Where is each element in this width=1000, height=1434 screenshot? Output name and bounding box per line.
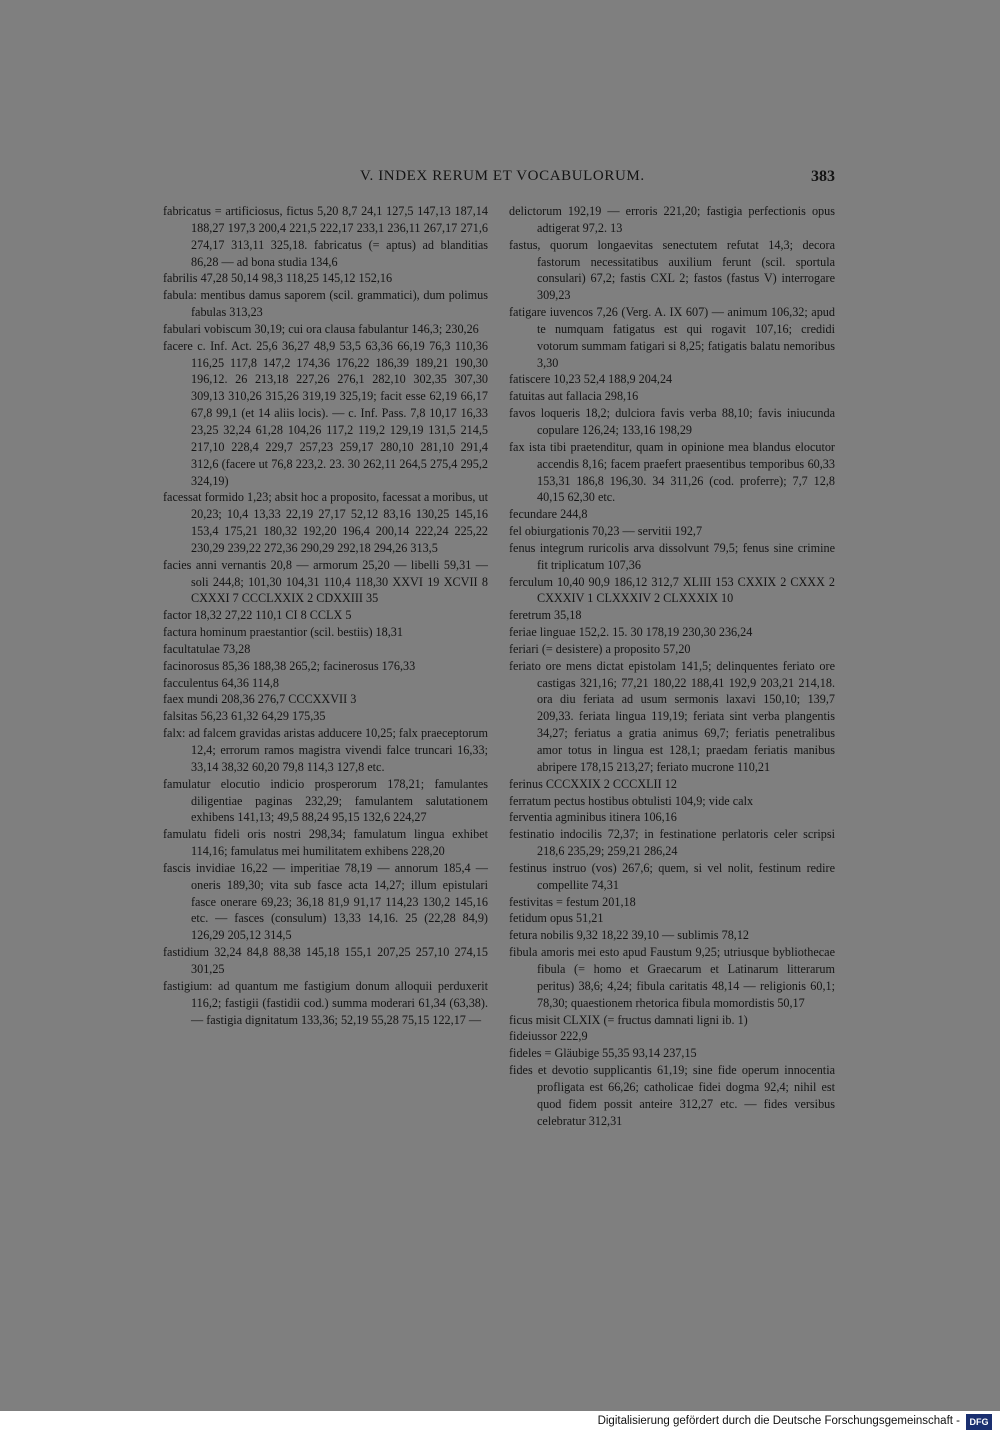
- index-entry: fascis invidiae 16,22 — imperitiae 78,19 — annorum 185,4 — oneris 189,30; vita sub fasce acta 14,27; illum epistulari fasce onerare 69,23; 36,18 81,9 91,17 114,23 130,2 145,16 etc. — fasces (consulum) 13,33 14,16. 25 (22,28 84,9) 126,29 205,12 314,5: [163, 860, 488, 943]
- index-entry: fetura nobilis 9,32 18,22 39,10 — sublimis 78,12: [509, 928, 750, 943]
- footer-bar: [0, 1411, 1000, 1434]
- index-entry: fetidum opus 51,21: [509, 911, 604, 926]
- index-entry: feriato ore mens dictat epistolam 141,5; delinquentes feriato ore castigas 321,16; 77,21 180,22 188,41 192,9 203,21 214,18. ora diu feriata ad usum sermonis laxavi 150,10; 139,7 209,33. feriata lingua 119,19; feriata sint verba plangentis 34,27; feriatus a gratia animus 69,7; feriatis penetralibus amor totus in lingua est 128,1; praedam feriatis manibus abripere 178,15 213,27; feriato mucrone 110,21: [509, 658, 835, 774]
- index-entry: fides et devotio supplicantis 61,19; sine fide operum innocentia profligata est 66,26; catholicae fidei dogma 92,4; nihil est quod fidem possit anteire 312,27 etc. — fides versibus celebratur 312,31: [509, 1063, 835, 1128]
- index-entry: fastus, quorum longaevitas senectutem refutat 14,3; decora fastorum necessitatibus auxilium ferunt (scil. sportula consulari) 67,2; fastis CXL 2; fastos (fastus V) interrogare 309,23: [509, 237, 835, 303]
- index-entry: fecundare 244,8: [509, 507, 588, 522]
- index-entry: fabulari vobiscum 30,19; cui ora clausa fabulantur 146,3; 230,26: [163, 321, 479, 336]
- index-entry: favos loqueris 18,2; dulciora favis verba 88,10; favis iniucunda copulare 126,24; 133,16 198,29: [509, 406, 835, 437]
- index-entry: factor 18,32 27,22 110,1 CI 8 CCLX 5: [163, 608, 352, 623]
- index-entry: fenus integrum ruricolis arva dissolvunt 79,5; fenus sine crimine fit triplicatum 107,36: [509, 540, 835, 572]
- running-header: [360, 168, 835, 190]
- index-entry: falsitas 56,23 61,32 64,29 175,35: [163, 709, 326, 724]
- index-entry: fatuitas aut fallacia 298,16: [509, 389, 639, 404]
- index-entry: factura hominum praestantior (scil. bestiis) 18,31: [163, 625, 403, 640]
- index-entry: fax ista tibi praetenditur, quam in opinione mea blandus elocutor accendis 8,16; facem praefert praesentibus temporibus 60,33 153,31 186,8 196,30. 34 311,26 (cod. proferre); 7,7 12,8 40,15 62,30 etc.: [509, 439, 835, 505]
- left-column: [163, 203, 488, 1028]
- page-number: 383: [811, 168, 835, 185]
- index-entry: delictorum 192,19 — erroris 221,20; fastigia perfectionis opus adtigerat 97,2. 13: [509, 204, 835, 235]
- index-entry: fideles = Gläubige 55,35 93,14 237,15: [509, 1046, 697, 1061]
- index-entry: ferratum pectus hostibus obtulisti 104,9; vide calx: [509, 793, 754, 808]
- index-entry: fabula: mentibus damus saporem (scil. grammatici), dum polimus fabulas 313,23: [163, 288, 488, 320]
- index-entry: facere c. Inf. Act. 25,6 36,27 48,9 53,5 63,36 66,19 76,3 110,36 116,25 117,8 147,2 174,36 176,22 186,39 189,21 190,30 196,12. 26 213,18 227,26 276,1 282,10 302,35 307,30 309,13 310,26 315,26 319,19 325,19; facit esse 62,19 66,17 67,8 99,1 (et 14 aliis locis). — c. Inf. Pass. 7,8 10,17 16,33 23,25 32,24 61,28 104,26 117,2 119,2 129,19 131,5 214,5 217,10 228,4 229,7 257,23 259,17 280,10 281,10 291,4 312,6 (facere ut 76,8 223,2. 23. 30 262,11 264,5 275,4 295,2 324,19): [163, 338, 488, 488]
- index-entry: fabricatus = artificiosus, fictus 5,20 8,7 24,1 127,5 147,13 187,14 188,27 197,3 200,4 221,5 222,17 233,1 236,11 267,17 271,6 274,17 313,11 325,18. fabricatus (= aptus) ad blanditias 86,28 — ad bona studia 134,6: [163, 204, 488, 269]
- index-entry: fastidium 32,24 84,8 88,38 145,18 155,1 207,25 257,10 274,15 301,25: [163, 945, 488, 976]
- index-entry: fideiussor 222,9: [509, 1029, 588, 1044]
- index-entry: facessat formido 1,23; absit hoc a proposito, facessat a moribus, ut 20,23; 10,4 13,33 22,19 27,17 52,12 83,16 130,25 145,16 153,4 175,21 180,32 192,20 196,4 200,14 222,24 225,22 230,29 239,22 272,36 290,29 292,18 294,26 313,5: [163, 490, 488, 555]
- index-entry: ficus misit CLXIX (= fructus damnati ligni ib. 1): [509, 1012, 748, 1027]
- funding-credit: Digitalisierung gefördert durch die Deutsche Forschungsgemeinschaft -: [597, 1415, 960, 1427]
- running-title: V. INDEX RERUM ET VOCABULORUM.: [360, 168, 645, 184]
- index-entry: ferculum 10,40 90,9 186,12 312,7 XLIII 153 CXXIX 2 CXXX 2 CXXXIV 1 CLXXXIV 2 CLXXXIX 10: [509, 574, 835, 606]
- index-entry: fatigare iuvencos 7,26 (Verg. A. IX 607) — animum 106,32; apud te numquam fatigatus est qui rogavit 107,16; credidi votorum summam fatigari si 8,25; fatigatis balatu nemoribus 3,30: [509, 305, 835, 370]
- index-entry: feriari (= desistere) a proposito 57,20: [509, 641, 691, 656]
- index-entry: fel obiurgationis 70,23 — servitii 192,7: [509, 524, 703, 539]
- index-entry: fastigium: ad quantum me fastigium donum alloquii perduxerit 116,2; fastigii (fastidii cod.) summa moderari 61,34 (63,38). — fastigia dignitatum 133,36; 52,19 55,28 75,15 122,17 —: [163, 978, 488, 1027]
- index-entry: ferventia agminibus itinera 106,16: [509, 810, 677, 825]
- index-entry: fabrilis 47,28 50,14 98,3 118,25 145,12 152,16: [163, 271, 393, 286]
- index-entry: facies anni vernantis 20,8 — armorum 25,20 — libelli 59,31 — soli 244,8; 101,30 104,31 110,4 118,30 XXVI 19 XCVII 8 CXXXI 7 CCCLXXIX 2 CDXXIII 35: [163, 557, 488, 606]
- right-column: [509, 203, 835, 1129]
- index-entry: feriae linguae 152,2. 15. 30 178,19 230,30 236,24: [509, 625, 753, 640]
- index-entry: falx: ad falcem gravidas aristas adducere 10,25; falx praeceptorum 12,4; errorum ramos magistra vivendi falce truncari 16,33; 33,14 38,32 60,20 79,8 114,3 127,8 etc.: [163, 726, 488, 774]
- index-entry: festivitas = festum 201,18: [509, 894, 636, 909]
- index-entry: fibula amoris mei esto apud Faustum 9,25; utriusque bybliothecae fibula (= homo et Graecarum et Latinarum litterarum peritus) 38,6; 4,24; fibula caritatis 48,14 — religionis 60,1; 78,30; quaestionem rhetorica fibula momordistis 50,17: [509, 945, 835, 1010]
- index-entry: fatiscere 10,23 52,4 188,9 204,24: [509, 372, 673, 387]
- index-entry: festinus instruo (vos) 267,6; quem, si vel nolit, festinum redire compellite 74,31: [509, 860, 835, 892]
- index-entry: faex mundi 208,36 276,7 CCCXXVII 3: [163, 692, 357, 707]
- index-entry: festinatio indocilis 72,37; in festinatione perlatoris celer scripsi 218,6 235,29; 259,21 286,24: [509, 827, 835, 859]
- index-entry: facultatulae 73,28: [163, 641, 251, 656]
- index-entry: facinorosus 85,36 188,38 265,2; facinerosus 176,33: [163, 658, 416, 673]
- index-entry: ferinus CCCXXIX 2 CCCXLII 12: [509, 776, 677, 791]
- dfg-logo: DFG: [966, 1414, 992, 1430]
- index-entry: feretrum 35,18: [509, 608, 582, 623]
- index-entry: facculentus 64,36 114,8: [163, 675, 279, 690]
- index-entry: famulatur elocutio indicio prosperorum 178,21; famulantes diligentiae paginas 232,29; famulantem salutationem exhibens 141,13; 49,5 88,24 95,15 132,6 224,27: [163, 776, 488, 825]
- index-entry: famulatu fideli oris nostri 298,34; famulatum lingua exhibet 114,16; famulatus mei humilitatem exhibens 228,20: [163, 827, 488, 859]
